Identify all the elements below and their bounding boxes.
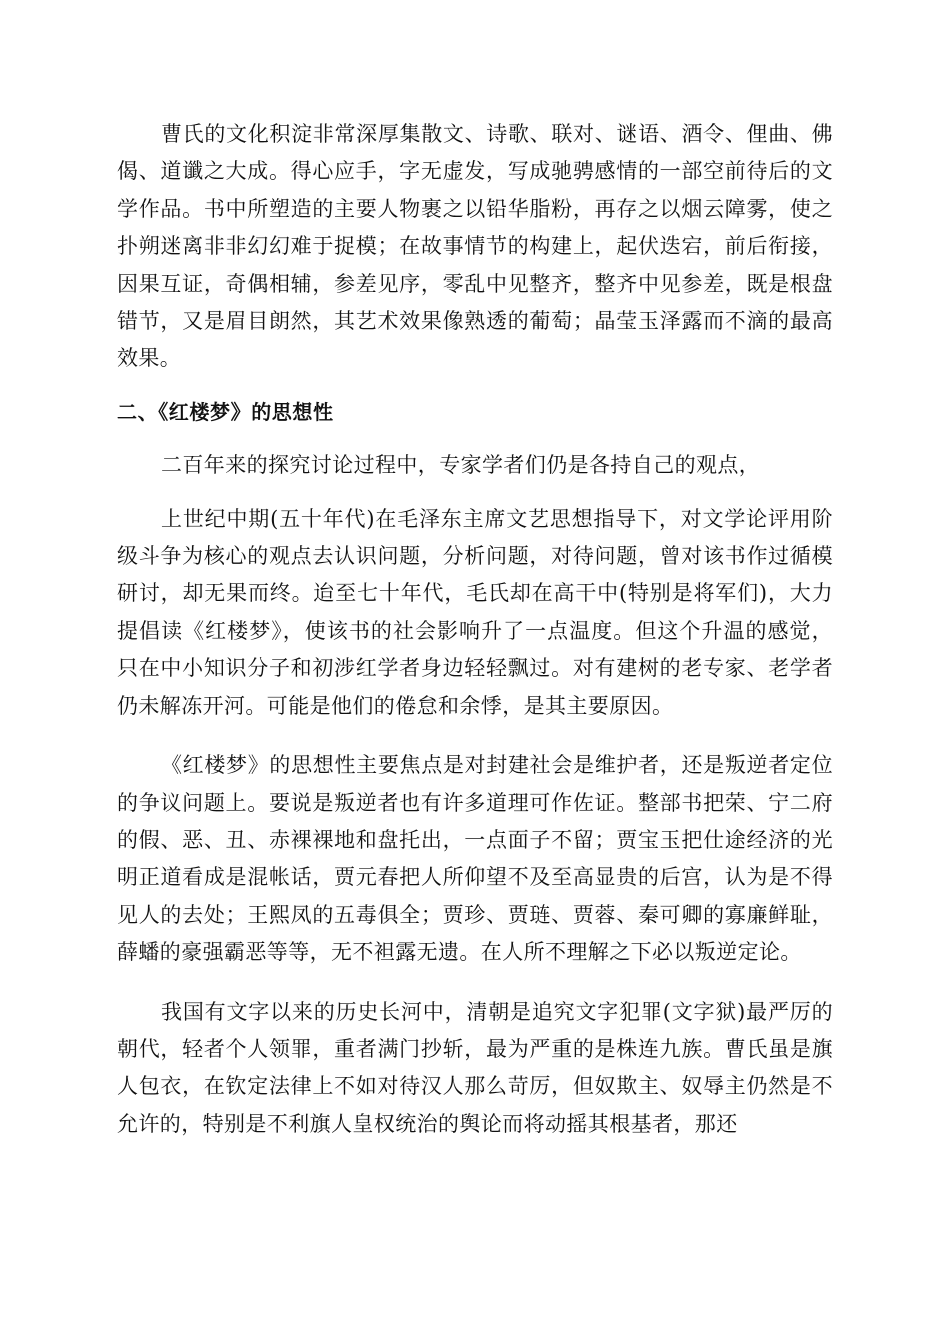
spacer (117, 378, 833, 394)
spacer (117, 431, 833, 447)
section-heading: 二、《红楼梦》的思想性 (117, 399, 334, 424)
paragraph-literary-inquisition: 我国有文字以来的历史长河中，清朝是追究文字犯罪(文字狱)最严厉的朝代，轻者个人领罪，重者满门抄斩，最为严重的是株连九族。曹氏虽是旗人包衣，在钦定法律上不如对待汉人那么苛厉，但奴欺主、奴辱主仍然是不允许的，特别是不利旗人皇权统治的舆论而将动摇其根基者，那还 (117, 999, 833, 1136)
spacer (117, 485, 833, 501)
paragraph-art-style: 曹氏的文化积淀非常深厚集散文、诗歌、联对、谜语、酒令、俚曲、佛偈、道谶之大成。得心应手，字无虚发，写成驰骋感情的一部空前待后的文学作品。书中所塑造的主要人物裹之以铅华脂粉，再存之以烟云障雾，使之扑朔迷离非非幻幻难于捉模；在故事情节的构建上，起伏迭宕，前后衔接，因果互证，奇偶相辅，参差见序，零乱中见整齐，整齐中见参差，既是根盘错节，又是眉目朗然，其艺术效果像熟透的葡萄；晶莹玉泽露而不滴的最高效果。 (117, 122, 833, 371)
paragraph-history: 上世纪中期(五十年代)在毛泽东主席文艺思想指导下，对文学论评用阶级斗争为核心的观点去认识问题，分析问题，对待问题，曾对该书作过循模研讨，却无果而终。迨至七十年代，毛氏却在高干中(特别是将军们)，大力提倡读《红楼梦》，使该书的社会影响升了一点温度。但这个升温的感觉，只在中小知识分子和初涉红学者身边轻轻飘过。对有建树的老专家、老学者仍未解冻开河。可能是他们的倦怠和余悸，是其主要原因。 (117, 506, 833, 718)
paragraph-intro: 二百年来的探究讨论过程中，专家学者们仍是各持自己的观点， (161, 453, 761, 478)
spacer (117, 972, 833, 994)
paragraph-ideology: 《红楼梦》的思想性主要焦点是对封建社会是维护者，还是叛逆者定位的争议问题上。要说是叛逆者也有许多道理可作佐证。整部书把荣、宁二府的假、恶、丑、赤裸裸地和盘托出，一点面子不留；贾宝玉把仕途经济的光明正道看成是混帐话，贾元春把人所仰望不及至高显贵的后宫，认为是不得见人的去处；王熙凤的五毒俱全；贾珍、贾琏、贾蓉、秦可卿的寡廉鲜耻，薛蟠的豪强霸恶等等，无不袒露无遗。在人所不理解之下必以叛逆定论。 (117, 753, 833, 965)
spacer (117, 725, 833, 747)
document-page (117, 116, 833, 1143)
